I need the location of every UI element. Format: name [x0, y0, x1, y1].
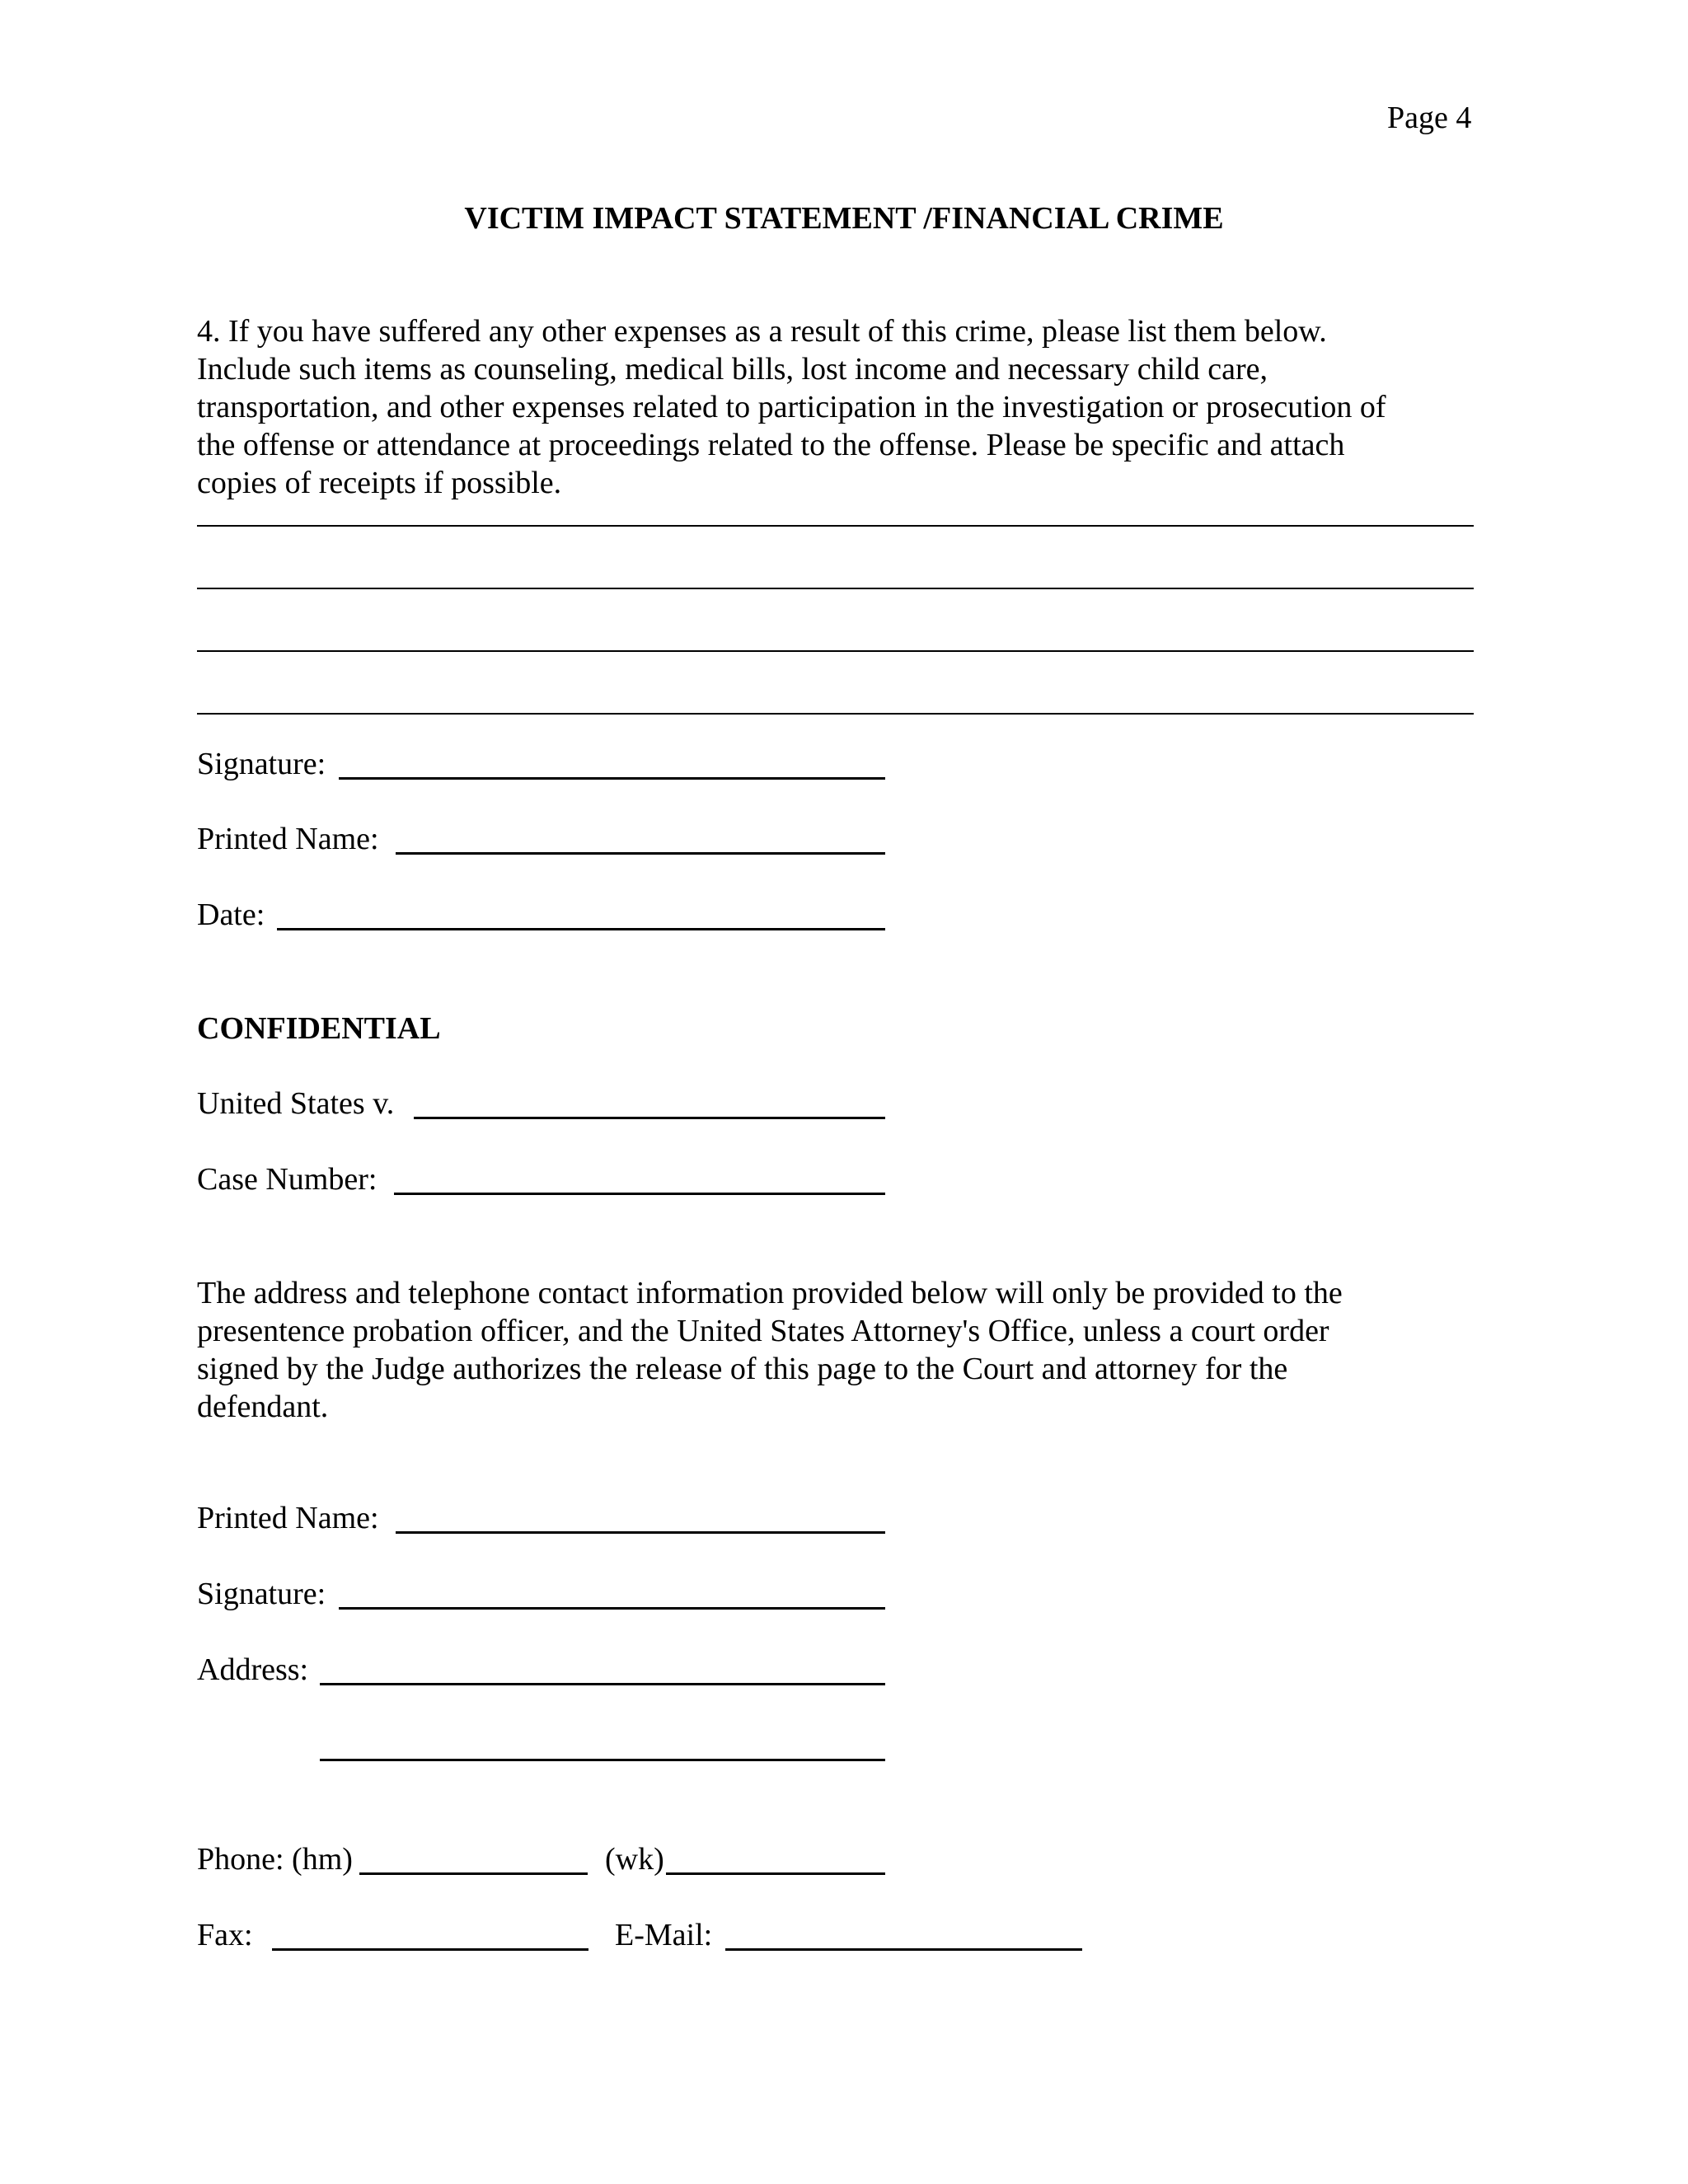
question-4-line: 4. If you have suffered any other expenses as a result of this crime, please list them below. — [197, 314, 1327, 349]
question-4-line: transportation, and other expenses related to participation in the investigation or prosecution of — [197, 390, 1386, 424]
address-label: Address: — [197, 1652, 309, 1687]
contact-printed-name-label: Printed Name: — [197, 1501, 379, 1535]
document-title: VICTIM IMPACT STATEMENT /FINANCIAL CRIME — [464, 201, 1224, 236]
expense-answer-line-2[interactable] — [197, 588, 1474, 589]
question-4-line: copies of receipts if possible. — [197, 466, 562, 500]
case-number-label: Case Number: — [197, 1162, 377, 1197]
phone-home-label: Phone: (hm) — [197, 1842, 353, 1877]
page-number: Page 4 — [1387, 101, 1472, 135]
notice-line: signed by the Judge authorizes the release of this page to the Court and attorney for the — [197, 1352, 1288, 1386]
united-states-v-field[interactable] — [414, 1117, 885, 1119]
question-4-line: the offense or attendance at proceedings related to the offense. Please be specific and attach — [197, 428, 1345, 462]
fax-label: Fax: — [197, 1918, 253, 1952]
contact-printed-name-field[interactable] — [396, 1531, 885, 1534]
expense-answer-line-1[interactable] — [197, 525, 1474, 527]
expense-answer-line-4[interactable] — [197, 713, 1474, 715]
phone-work-label: (wk) — [605, 1842, 664, 1877]
expense-answer-line-3[interactable] — [197, 650, 1474, 652]
date-label: Date: — [197, 898, 265, 932]
notice-line: defendant. — [197, 1390, 329, 1424]
date-field[interactable] — [277, 928, 885, 930]
printed-name-label: Printed Name: — [197, 822, 379, 856]
united-states-label: United States v. — [197, 1086, 395, 1121]
notice-line: The address and telephone contact information provided below will only be provided to the — [197, 1276, 1343, 1310]
address-field-1[interactable] — [320, 1683, 885, 1685]
signature-label: Signature: — [197, 747, 326, 781]
phone-work-field[interactable] — [666, 1872, 885, 1875]
address-field-2[interactable] — [320, 1759, 885, 1761]
notice-line: presentence probation officer, and the United States Attorney's Office, unless a court order — [197, 1314, 1329, 1348]
question-4-text — [197, 312, 1386, 502]
printed-name-field[interactable] — [396, 852, 885, 855]
email-label: E-Mail: — [615, 1918, 713, 1952]
signature-field[interactable] — [339, 777, 885, 780]
fax-field[interactable] — [272, 1948, 588, 1951]
contact-signature-label: Signature: — [197, 1577, 326, 1611]
confidential-heading: CONFIDENTIAL — [197, 1011, 441, 1046]
case-number-field[interactable] — [394, 1193, 885, 1195]
question-4-line: Include such items as counseling, medical bills, lost income and necessary child care, — [197, 352, 1268, 387]
confidential-notice — [197, 1274, 1343, 1426]
phone-home-field[interactable] — [359, 1872, 588, 1875]
contact-signature-field[interactable] — [339, 1607, 885, 1610]
email-field[interactable] — [725, 1948, 1082, 1951]
